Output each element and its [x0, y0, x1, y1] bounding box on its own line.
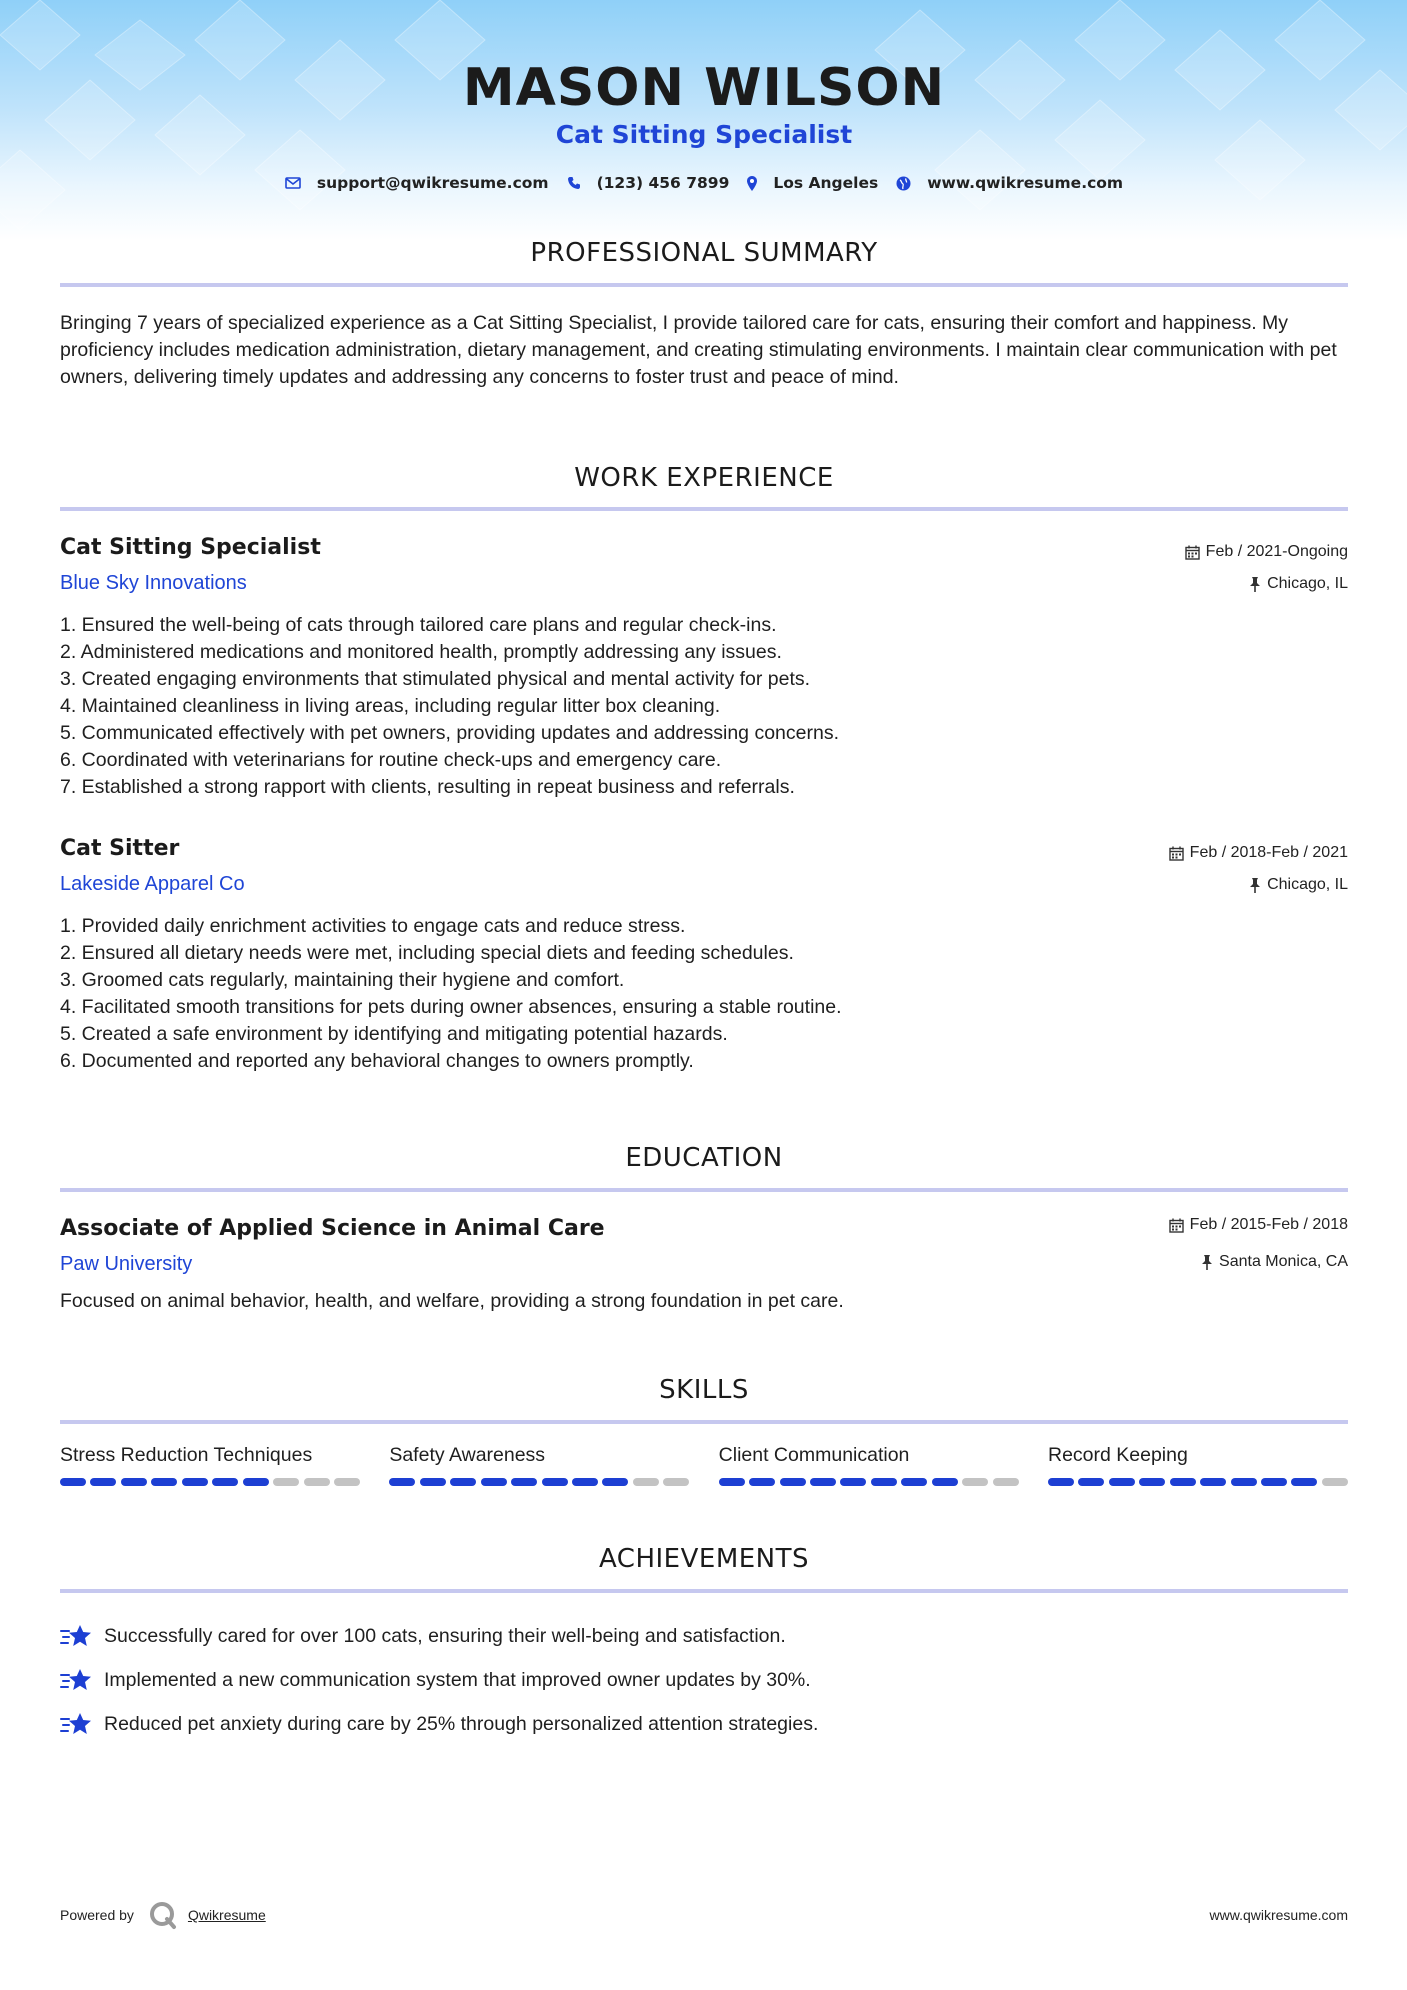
- job-location: [1249, 876, 1348, 894]
- school-name: Paw University: [60, 1253, 193, 1275]
- skill-segment-filled: [602, 1478, 628, 1486]
- skill-level-bar: [719, 1478, 1019, 1486]
- skill-segment-empty: [962, 1478, 988, 1486]
- footer-branding: [60, 1900, 266, 1930]
- experience-divider: [60, 507, 1348, 511]
- achievement-item: [60, 1702, 1348, 1746]
- skill-segment-filled: [542, 1478, 568, 1486]
- pushpin-icon: [1249, 878, 1261, 893]
- education-divider: [60, 1188, 1348, 1192]
- skill-segment-empty: [663, 1478, 689, 1486]
- candidate-name: MASON WILSON: [462, 58, 946, 118]
- skill-segment-filled: [1078, 1478, 1104, 1486]
- skill-segment-empty: [334, 1478, 360, 1486]
- skill-segment-filled: [871, 1478, 897, 1486]
- calendar-icon: [1169, 846, 1184, 861]
- skill-segment-filled: [212, 1478, 238, 1486]
- job-dates-text: Feb / 2021-Ongoing: [1205, 543, 1348, 560]
- website-text: www.qwikresume.com: [927, 174, 1124, 192]
- skill-segment-filled: [389, 1478, 415, 1486]
- footer: [60, 1900, 1348, 1930]
- list-item: 3. Created engaging environments that stimulated physical and mental activity for pets.: [60, 668, 811, 690]
- job-location-text: Chicago, IL: [1267, 876, 1348, 893]
- education-location: [1201, 1253, 1348, 1271]
- skill-segment-filled: [719, 1478, 745, 1486]
- skill-segment-filled: [1109, 1478, 1135, 1486]
- phone-icon: [567, 176, 581, 190]
- skill-segment-empty: [633, 1478, 659, 1486]
- skill-segment-filled: [1048, 1478, 1074, 1486]
- job-title: Cat Sitting Specialist: [60, 535, 321, 560]
- skill-segment-empty: [1322, 1478, 1348, 1486]
- list-item: 5. Communicated effectively with pet owners, providing updates and addressing concerns.: [60, 722, 839, 744]
- job-duties-list: [60, 913, 1348, 1075]
- skill-segment-filled: [511, 1478, 537, 1486]
- map-marker-icon: [747, 176, 757, 191]
- skill-level-bar: [1048, 1478, 1348, 1486]
- summary-text: Bringing 7 years of specialized experience as a Cat Sitting Specialist, I provide tailored care for cats, ensuring their comfort and happiness. My proficiency includes medication administration, dietary management, and creating stimulating environments. I maintain clear communication with pet owners, delivering timely updates and addressing any concerns to foster trust and peace of mind.: [60, 312, 1337, 388]
- list-item: 6. Coordinated with veterinarians for routine check-ups and emergency care.: [60, 749, 722, 771]
- job-dates-text: Feb / 2018-Feb / 2021: [1189, 844, 1348, 861]
- skill-item: [60, 1444, 360, 1486]
- envelope-icon: [285, 177, 301, 189]
- skill-segment-filled: [1231, 1478, 1257, 1486]
- skill-segment-filled: [121, 1478, 147, 1486]
- skill-segment-filled: [749, 1478, 775, 1486]
- skill-item: [389, 1444, 689, 1486]
- brand-link[interactable]: Qwikresume: [187, 1907, 266, 1923]
- list-item: 4. Facilitated smooth transitions for pets during owner absences, ensuring a stable routine.: [60, 996, 842, 1018]
- candidate-title: Cat Sitting Specialist: [555, 120, 853, 149]
- contact-bar: [60, 174, 1348, 192]
- skill-segment-filled: [450, 1478, 476, 1486]
- list-item: 7. Established a strong rapport with clients, resulting in repeat business and referrals.: [60, 776, 795, 798]
- skill-item: [719, 1444, 1019, 1486]
- education-dates: [1169, 1216, 1348, 1234]
- list-item: 5. Created a safe environment by identifying and mitigating potential hazards.: [60, 1023, 728, 1045]
- skill-segment-filled: [243, 1478, 269, 1486]
- calendar-icon: [1185, 545, 1200, 560]
- skill-level-bar: [60, 1478, 360, 1486]
- list-item: 1. Provided daily enrichment activities to engage cats and reduce stress.: [60, 915, 686, 937]
- qwikresume-logo-icon: [148, 1900, 178, 1930]
- company-name: Lakeside Apparel Co: [60, 873, 245, 895]
- skill-segment-filled: [420, 1478, 446, 1486]
- company-name: Blue Sky Innovations: [60, 572, 247, 594]
- skill-segment-empty: [304, 1478, 330, 1486]
- skill-segment-filled: [182, 1478, 208, 1486]
- skill-segment-filled: [810, 1478, 836, 1486]
- skill-segment-filled: [780, 1478, 806, 1486]
- skill-segment-empty: [273, 1478, 299, 1486]
- skill-name: Record Keeping: [1047, 1444, 1188, 1466]
- skill-segment-filled: [932, 1478, 958, 1486]
- achievement-item: [60, 1658, 1348, 1702]
- globe-icon: [896, 176, 911, 191]
- powered-by-text: Powered by: [60, 1907, 134, 1923]
- summary-heading: PROFESSIONAL SUMMARY: [530, 238, 878, 268]
- star-icon: [60, 1622, 92, 1650]
- list-item: 1. Ensured the well-being of cats through tailored care plans and regular check-ins.: [60, 614, 777, 636]
- skill-segment-filled: [572, 1478, 598, 1486]
- star-icon: [60, 1666, 92, 1694]
- skill-segment-filled: [1200, 1478, 1226, 1486]
- contact-location: [747, 174, 878, 192]
- skills-heading: SKILLS: [659, 1375, 749, 1405]
- skill-segment-empty: [993, 1478, 1019, 1486]
- achievements-divider: [60, 1589, 1348, 1593]
- skill-segment-filled: [481, 1478, 507, 1486]
- footer-url[interactable]: www.qwikresume.com: [1209, 1907, 1348, 1923]
- skill-level-bar: [389, 1478, 689, 1486]
- achievement-text: Successfully cared for over 100 cats, ensuring their well-being and satisfaction.: [104, 1624, 786, 1647]
- skill-segment-filled: [90, 1478, 116, 1486]
- skill-segment-filled: [1261, 1478, 1287, 1486]
- skill-item: [1048, 1444, 1348, 1486]
- pushpin-icon: [1201, 1255, 1213, 1270]
- summary-divider: [60, 283, 1348, 287]
- skill-segment-filled: [1170, 1478, 1196, 1486]
- skills-divider: [60, 1420, 1348, 1424]
- skill-segment-filled: [840, 1478, 866, 1486]
- star-icon: [60, 1710, 92, 1738]
- job-location: [1249, 575, 1348, 593]
- education-heading: EDUCATION: [625, 1143, 783, 1173]
- calendar-icon: [1169, 1218, 1184, 1233]
- skill-segment-filled: [151, 1478, 177, 1486]
- list-item: 2. Administered medications and monitored health, promptly addressing any issues.: [60, 641, 782, 663]
- achievements-list: [60, 1614, 1348, 1746]
- contact-email[interactable]: [285, 174, 549, 192]
- education-location-text: Santa Monica, CA: [1219, 1253, 1348, 1270]
- education-description: Focused on animal behavior, health, and welfare, providing a strong foundation in pet care.: [60, 1290, 844, 1312]
- list-item: 2. Ensured all dietary needs were met, including special diets and feeding schedules.: [60, 942, 794, 964]
- degree-title: Associate of Applied Science in Animal Care: [60, 1216, 605, 1241]
- education-dates-text: Feb / 2015-Feb / 2018: [1189, 1216, 1348, 1233]
- achievement-text: Implemented a new communication system that improved owner updates by 30%.: [104, 1668, 811, 1691]
- list-item: 6. Documented and reported any behavioral changes to owners promptly.: [60, 1050, 694, 1072]
- job-location-text: Chicago, IL: [1267, 575, 1348, 592]
- pushpin-icon: [1249, 577, 1261, 592]
- experience-heading: WORK EXPERIENCE: [574, 463, 834, 493]
- achievement-item: [60, 1614, 1348, 1658]
- location-text: Los Angeles: [773, 174, 879, 192]
- email-text: support@qwikresume.com: [316, 174, 549, 192]
- skill-segment-filled: [60, 1478, 86, 1486]
- skill-name: Client Communication: [718, 1444, 910, 1466]
- skill-segment-filled: [901, 1478, 927, 1486]
- skill-segment-filled: [1291, 1478, 1317, 1486]
- job-dates: [1169, 844, 1348, 862]
- achievement-text: Reduced pet anxiety during care by 25% through personalized attention strategies.: [104, 1712, 819, 1735]
- skill-name: Stress Reduction Techniques: [60, 1444, 313, 1466]
- job-dates: [1185, 543, 1348, 561]
- skill-name: Safety Awareness: [389, 1444, 546, 1466]
- job-title: Cat Sitter: [60, 836, 180, 861]
- list-item: 3. Groomed cats regularly, maintaining their hygiene and comfort.: [60, 969, 625, 991]
- skill-segment-filled: [1139, 1478, 1165, 1486]
- job-duties-list: [60, 612, 1348, 801]
- phone-text: (123) 456 7899: [596, 174, 730, 192]
- list-item: 4. Maintained cleanliness in living areas, including regular litter box cleaning.: [60, 695, 721, 717]
- skills-grid: [60, 1444, 1348, 1486]
- contact-website[interactable]: [896, 174, 1123, 192]
- achievements-heading: ACHIEVEMENTS: [598, 1544, 810, 1574]
- contact-phone[interactable]: [567, 174, 730, 192]
